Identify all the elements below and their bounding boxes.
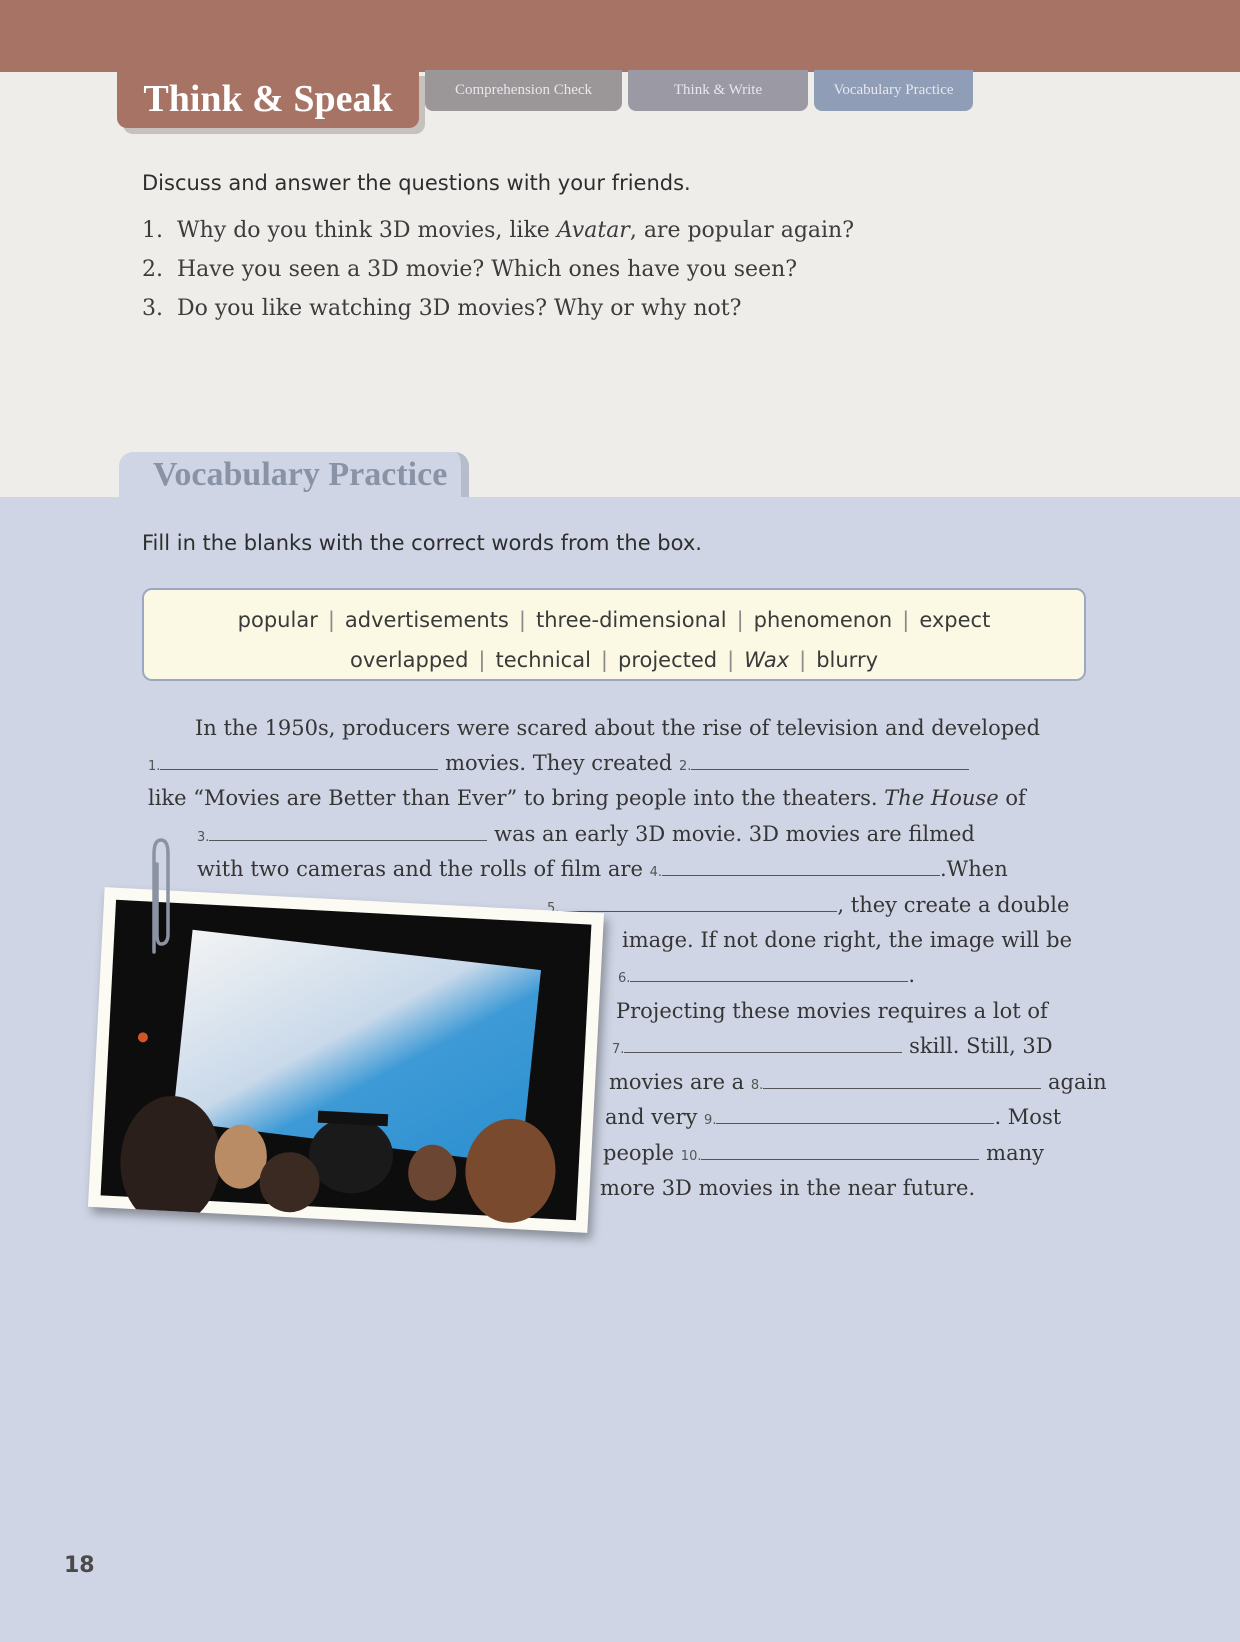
passage-line: 7. skill. Still, 3D (612, 1034, 1053, 1058)
word-bank-item: phenomenon (753, 608, 893, 632)
blank-number: 3. (197, 830, 210, 845)
blank-5[interactable] (559, 893, 837, 912)
word-bank-item: technical (495, 648, 591, 672)
passage-line: image. If not done right, the image will be (622, 928, 1073, 952)
blank-3[interactable] (209, 822, 487, 841)
word-separator: | (518, 608, 526, 632)
passage-line: Projecting these movies requires a lot of (616, 999, 1048, 1023)
passage-line: with two cameras and the rolls of film are 4. .When (197, 857, 1008, 881)
word-bank-item: three-dimensional (535, 608, 727, 632)
blank-number: 10. (680, 1149, 702, 1164)
blank-8[interactable] (763, 1070, 1041, 1089)
blank-number: 9. (704, 1113, 717, 1128)
word-bank-item: Wax (744, 648, 790, 672)
blank-number: 7. (612, 1042, 625, 1057)
question-text: Do you like watching 3D movies? Why or why not? (177, 296, 742, 321)
passage-line: In the 1950s, producers were scared about the rise of television and developed (195, 716, 1041, 740)
blank-2[interactable] (691, 751, 969, 770)
passage-line: 5. , they create a double (547, 893, 1070, 917)
passage-line: 1. movies. They created 2. (148, 751, 969, 775)
question-item (142, 257, 854, 296)
word-bank-item: blurry (816, 648, 879, 672)
paperclip-icon (146, 834, 176, 964)
think-speak-instruction: Discuss and answer the questions with your friends. (142, 171, 691, 195)
blank-1[interactable] (160, 751, 438, 770)
question-list (142, 218, 854, 335)
blank-4[interactable] (662, 857, 940, 876)
section-title-vocabulary-practice: Vocabulary Practice (119, 452, 469, 497)
passage-line: people 10. many (603, 1141, 1044, 1165)
word-bank-item: advertisements (344, 608, 509, 632)
word-separator: | (478, 648, 486, 672)
word-bank-item: popular (237, 608, 318, 632)
blank-9[interactable] (716, 1105, 994, 1124)
top-banner (0, 0, 1240, 72)
question-number: 1. (142, 218, 163, 243)
blank-10[interactable] (701, 1141, 979, 1160)
word-bank-item: projected (617, 648, 718, 672)
question-number: 3. (142, 296, 163, 321)
word-separator: | (600, 648, 608, 672)
word-bank-row (144, 640, 1084, 680)
word-separator: | (736, 608, 744, 632)
word-bank-item: overlapped (349, 648, 469, 672)
passage-line: like “Movies are Better than Ever” to bring people into the theaters. The House of (148, 786, 1026, 810)
blank-number: 4. (649, 865, 662, 880)
page-number: 18 (64, 1553, 95, 1578)
question-text: Why do you think 3D movies, like Avatar, are popular again? (177, 218, 855, 243)
question-number: 2. (142, 257, 163, 282)
passage-line: 3. was an early 3D movie. 3D movies are filmed (197, 822, 975, 846)
blank-7[interactable] (624, 1034, 902, 1053)
word-bank (142, 588, 1086, 681)
blank-6[interactable] (630, 963, 908, 982)
blank-number: 2. (679, 759, 692, 774)
question-item (142, 296, 854, 335)
tab-comprehension-check[interactable]: Comprehension Check (425, 70, 622, 111)
vocab-instruction: Fill in the blanks with the correct words from the box. (142, 531, 702, 555)
word-separator: | (902, 608, 910, 632)
blank-number: 6. (618, 971, 631, 986)
tab-vocabulary-practice[interactable]: Vocabulary Practice (814, 70, 973, 111)
blank-number: 8. (750, 1078, 764, 1093)
passage-line: and very 9. . Most (605, 1105, 1062, 1129)
passage-line: more 3D movies in the near future. (600, 1176, 976, 1200)
question-item (142, 218, 854, 257)
tab-think-write[interactable]: Think & Write (628, 70, 808, 111)
word-separator: | (727, 648, 735, 672)
word-bank-row (144, 600, 1084, 640)
blank-number: 1. (148, 759, 161, 774)
section-title-think-speak: Think & Speak (117, 70, 419, 128)
passage-line: movies are a 8. again (609, 1070, 1107, 1094)
passage-line: 6. . (618, 963, 916, 987)
blank-number: 5. (547, 901, 560, 916)
question-text: Have you seen a 3D movie? Which ones have you seen? (177, 257, 798, 282)
word-separator: | (327, 608, 335, 632)
word-separator: | (799, 648, 807, 672)
word-bank-item: expect (919, 608, 991, 632)
